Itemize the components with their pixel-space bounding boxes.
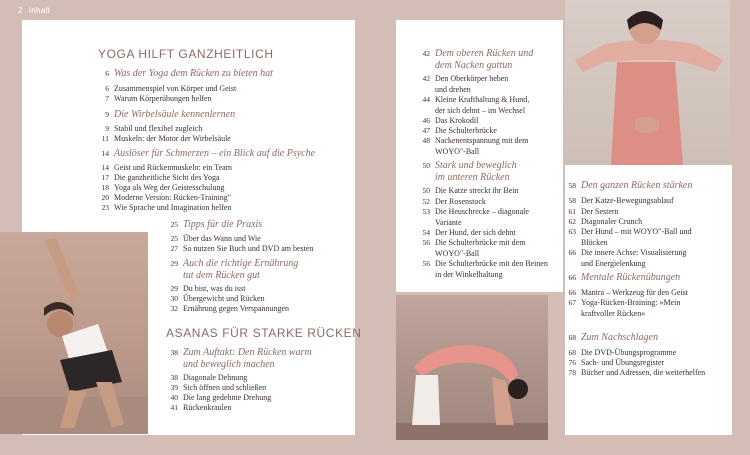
- toc-entry[interactable]: 67 Yoga-Rücken-Braining: »Mein kraftvoller Rücken«: [568, 298, 681, 318]
- toc-entry[interactable]: 56 Die Schulterbrücke mit den Beinen in der Winkelhaltung: [422, 259, 548, 279]
- header-label: Inhalt: [28, 6, 51, 15]
- page-number: 2: [18, 6, 23, 15]
- toc-heading[interactable]: 50 Stark und beweglich im unteren Rücken: [422, 160, 517, 183]
- toc-entry[interactable]: 41 Rückenkraulen: [170, 403, 232, 412]
- toc-heading[interactable]: 68 Zum Nachschlagen: [568, 332, 658, 343]
- toc-entry[interactable]: 17 Die ganzheitliche Sicht des Yoga: [101, 173, 220, 182]
- photo-woman-back: [565, 0, 730, 165]
- toc-entry[interactable]: 63 Der Hund – mit WOYO"-Ball und Blöcken: [568, 227, 692, 247]
- toc-heading[interactable]: 29 Auch die richtige Ernährung tut dem Rücken gut: [170, 258, 299, 281]
- toc-entry[interactable]: 6 Zusammenspiel von Körper und Geist: [105, 84, 237, 93]
- toc-entry[interactable]: 9 Stabil und flexibel zugleich: [105, 124, 203, 133]
- toc-entry[interactable]: 7 Warum Körperübungen helfen: [105, 94, 212, 103]
- toc-entry[interactable]: 11 Muskeln: der Motor der Wirbelsäule: [101, 134, 231, 143]
- toc-entry[interactable]: 47 Die Schulterbrücke: [422, 126, 497, 135]
- toc-entry[interactable]: 53 Die Heuschrecke – diagonale Variante: [422, 207, 529, 227]
- toc-heading[interactable]: 9 Die Wirbelsäule kennenlernen: [105, 109, 236, 120]
- toc-entry[interactable]: 20 Moderne Version: Rücken-Training": [101, 193, 232, 202]
- toc-heading[interactable]: 66 Mentale Rückenübungen: [568, 272, 681, 283]
- toc-entry[interactable]: 48 Nackenentspannung mit dem WOYO"-Ball: [422, 136, 529, 156]
- toc-entry[interactable]: 30 Übergewicht und Rücken: [170, 294, 265, 303]
- toc-entry[interactable]: 23 Wie Sprache und Imagination helfen: [101, 203, 232, 212]
- toc-entry[interactable]: 39 Sich öffnen und schließen: [170, 383, 267, 392]
- toc-entry[interactable]: 25 Über das Wann und Wie: [170, 234, 261, 243]
- toc-heading[interactable]: 14 Auslöser für Schmerzen – ein Blick auf die Psyche: [101, 148, 316, 159]
- toc-entry[interactable]: 66 Mantra – Werkzeug für den Geist: [568, 288, 688, 297]
- toc-entry[interactable]: 52 Der Rosenstock: [422, 197, 486, 206]
- toc-entry[interactable]: 61 Der Sestern: [568, 207, 619, 216]
- toc-entry[interactable]: 40 Die lang gedehnte Drehung: [170, 393, 272, 402]
- toc-heading[interactable]: 6 Was der Yoga dem Rücken zu bieten hat: [105, 68, 273, 79]
- toc-entry[interactable]: 78 Bücher und Adressen, die weiterhelfen: [568, 368, 706, 377]
- toc-entry[interactable]: 42 Den Oberkörper heben und drehen: [422, 74, 509, 94]
- section-title-yoga: YOGA HILFT GANZHEITLICH: [98, 47, 274, 61]
- photo-woman-cat-pose: [396, 295, 548, 440]
- toc-heading[interactable]: 58 Den ganzen Rücken stärken: [568, 180, 693, 191]
- section-title-asanas: ASANAS FÜR STARKE RÜCKEN: [166, 326, 362, 340]
- toc-entry[interactable]: 56 Die Schulterbrücke mit dem WOYO"-Ball: [422, 238, 526, 258]
- toc-entry[interactable]: 46 Das Krokodil: [422, 116, 479, 125]
- toc-entry[interactable]: 58 Der Katze-Bewegungsablauf: [568, 196, 674, 205]
- toc-heading[interactable]: 42 Dem oberen Rücken und dem Nacken guttun: [422, 48, 534, 71]
- page-header: [18, 6, 50, 15]
- toc-entry[interactable]: 32 Ernährung gegen Verspannungen: [170, 304, 290, 313]
- toc-entry[interactable]: 68 Die DVD-Übungsprogramme: [568, 348, 677, 357]
- toc-entry[interactable]: 62 Diagonaler Crunch: [568, 217, 643, 226]
- toc-heading[interactable]: 38 Zum Auftakt: Den Rücken warm und beweglich machen: [170, 347, 312, 370]
- toc-entry[interactable]: 27 So nutzen Sie Buch und DVD am besten: [170, 244, 314, 253]
- toc-entry[interactable]: 50 Die Katze streckt ihr Bein: [422, 186, 519, 195]
- toc-entry[interactable]: 38 Diagonale Dehnung: [170, 373, 248, 382]
- toc-entry[interactable]: 76 Sach- und Übungsregister: [568, 358, 665, 367]
- toc-entry[interactable]: 14 Geist und Rückenmuskeln: ein Team: [101, 163, 232, 172]
- toc-entry[interactable]: 44 Kleine Krafthaltung & Hund, der sich dehnt – im Wechsel: [422, 95, 530, 115]
- toc-entry[interactable]: 29 Du bist, was du isst: [170, 284, 246, 293]
- photo-man-side-stretch: [0, 232, 148, 434]
- toc-entry[interactable]: 66 Die innere Achse: Visualisierung und Energielenkung: [568, 248, 687, 268]
- toc-entry[interactable]: 18 Yoga als Weg der Geistesschulung: [101, 183, 225, 192]
- toc-entry[interactable]: 54 Der Hund, der sich dehnt: [422, 228, 516, 237]
- toc-heading[interactable]: 25 Tipps für die Praxis: [170, 219, 263, 230]
